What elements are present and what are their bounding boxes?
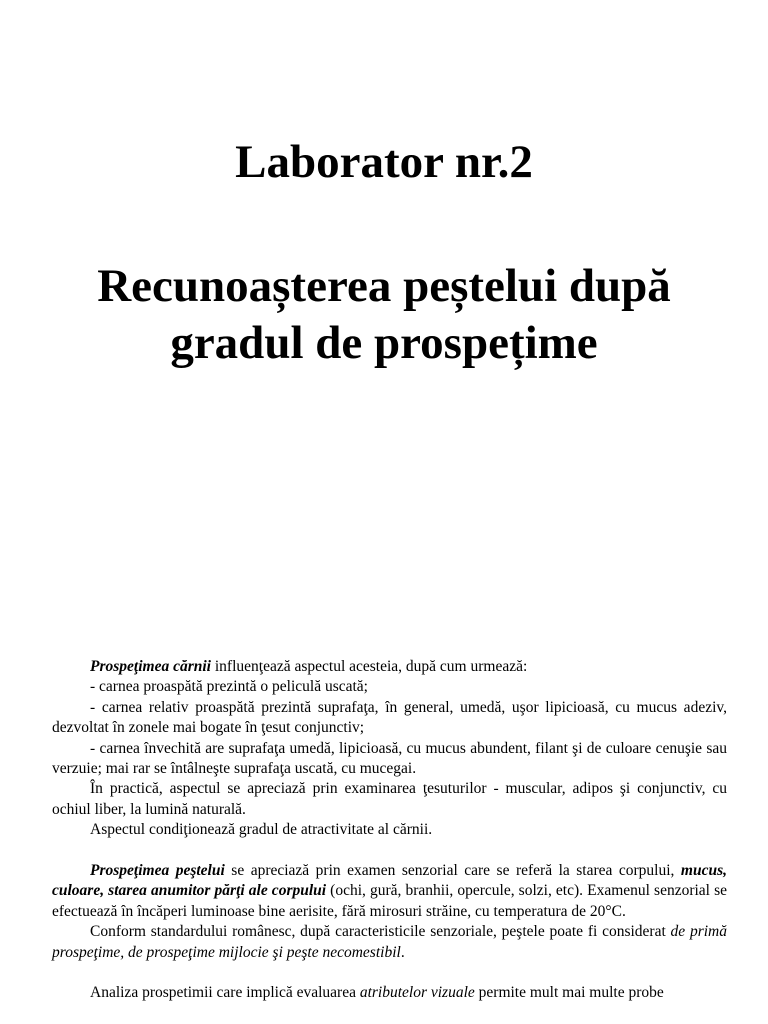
paragraph-fish-freshness [52, 861, 727, 922]
subtitle-line-2: gradul de prospețime [170, 317, 598, 369]
emphasis-freshness-classes: de primă prospeţime, de prospeţime mijlocie şi peşte necomestibil [52, 923, 727, 961]
emphasis-visual-attributes: atributelor vizuale [359, 984, 475, 1002]
paragraph-fresh-meat: - carnea proaspătă prezintă o peliculă uscată; [90, 678, 368, 696]
paragraph-text: Analiza prospetimii care implică evaluarea [90, 984, 360, 1002]
page-title: Laborator nr.2 [235, 136, 533, 188]
subtitle-line-1: Recunoașterea peștelui după [97, 260, 671, 312]
paragraph-meat-freshness-intro [52, 657, 727, 677]
paragraph-text: influenţează aspectul acesteia, după cum urmează: [210, 658, 528, 675]
paragraph-text: se apreciază prin examen senzorial care se referă la starea corpului, [224, 862, 681, 880]
paragraph-visual-analysis [52, 983, 727, 1003]
paragraph-romanian-standard [52, 922, 727, 963]
paragraph-text: (ochi, gură, branhii, opercule, solzi, etc). Examenul senzorial se efectuează în încăperi luminoase bine aerisite, fără mirosuri străine, cu temperatura de 20°C. [52, 882, 727, 920]
body-text [52, 657, 727, 1004]
page-subtitle [0, 258, 768, 372]
paragraph-attractiveness: Aspectul condiţionează gradul de atractivitate al cărnii. [90, 821, 433, 839]
paragraph-old-meat: - carnea învechită are suprafaţa umedă, lipicioasă, cu mucus abundent, filant şi de culoare cenuşie sau verzuie; mai rar se întâlneşte suprafaţa uscată, cu mucegai. [52, 739, 727, 778]
term-meat-freshness: Prospeţimea cărnii [90, 658, 211, 675]
paragraph-text: permite mult mai multe probe [474, 984, 664, 1002]
term-fish-freshness: Prospeţimea peştelui [90, 862, 225, 880]
emphasis-body-parts: mucus, culoare, starea anumitor părţi ale corpului [52, 862, 727, 900]
paragraph-text: Conform standardului românesc, după caracteristicile senzoriale, peştele poate fi considerat [90, 923, 671, 941]
paragraph-text: . [400, 943, 405, 961]
paragraph-practice: În practică, aspectul se apreciază prin examinarea ţesuturilor - muscular, adipos şi conjunctiv, cu ochiul liber, la lumină naturală. [52, 780, 727, 818]
paragraph-relatively-fresh-meat: - carnea relativ proaspătă prezintă suprafaţa, în general, umedă, uşor lipicioasă, cu mucus adeziv, dezvoltat în zonele mai bogate în ţesut conjunctiv; [52, 698, 727, 737]
